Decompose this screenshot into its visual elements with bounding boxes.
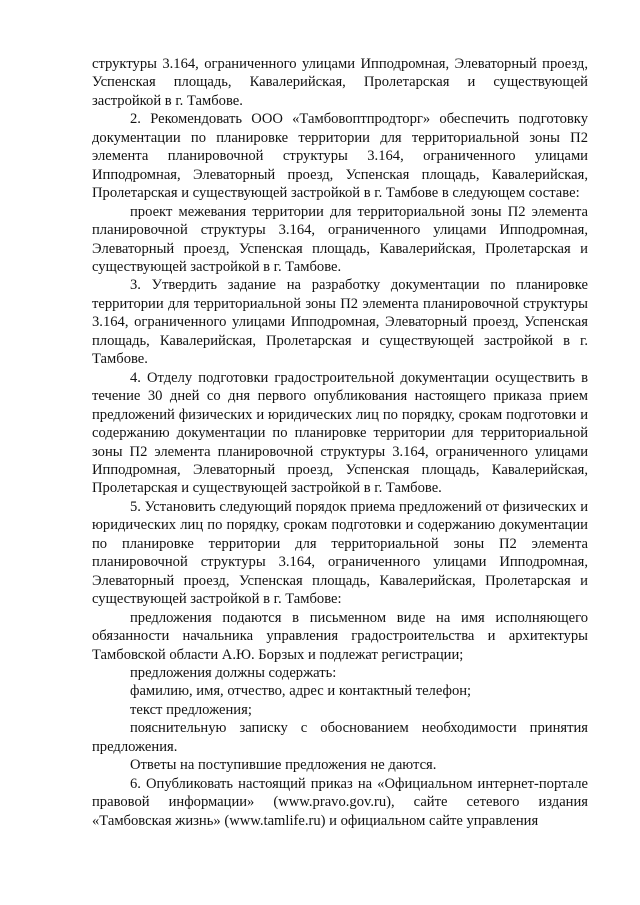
document-body: [92, 55, 588, 830]
paragraph: предложения подаются в письменном виде на имя исполняющего обязанности начальника управления градостроительства и архитектуры Тамбовской области А.Ю. Борзых и подлежат регистрации;: [92, 609, 588, 663]
paragraph: структуры 3.164, ограниченного улицами Ипподромная, Элеваторный проезд, Успенская площадь, Кавалерийская, Пролетарская и существующей застройкой в г. Тамбове.: [92, 56, 588, 109]
paragraph: 4. Отделу подготовки градостроительной документации осуществить в течение 30 дней со дня первого опубликования настоящего приказа прием предложений физических и юридических лиц по порядку, срокам подготовки и содержанию документации по планировке территории для территориальной зоны П2 элемента планировочной структуры 3.164, ограниченного улицами Ипподромная, Элеваторный проезд, Успенская площадь, Кавалерийская, Пролетарская и существующей застройкой в г. Тамбове.: [92, 369, 588, 497]
paragraph: 2. Рекомендовать ООО «Тамбовоптпродторг» обеспечить подготовку документации по планировке территории для территориальной зоны П2 элемента планировочной структуры 3.164, ограниченного улицами Ипподромная, Элеваторный проезд, Успенская площадь, Кавалерийская, Пролетарская и существующей застройкой в г. Тамбове в следующем составе:: [92, 111, 588, 202]
paragraph: 6. Опубликовать настоящий приказ на «Официальном интернет-портале правовой информации» (www.pravo.gov.ru), сайте сетевого издания «Тамбовская жизнь» (www.tamlife.ru) и официальном сайте управления: [92, 775, 588, 829]
paragraph: 5. Установить следующий порядок приема предложений от физических и юридических лиц по порядку, срокам подготовки и содержанию документации по планировке территории для территориальной зоны П2 элемента планировочной структуры 3.164, ограниченного улицами Ипподромная, Элеваторный проезд, Успенская площадь, Кавалерийская, Пролетарская и существующей застройкой в г. Тамбове:: [92, 498, 588, 608]
paragraph: предложения должны содержать:: [130, 664, 337, 681]
paragraph: Ответы на поступившие предложения не даются.: [130, 757, 437, 774]
paragraph: 3. Утвердить задание на разработку документации по планировке территории для территориальной зоны П2 элемента планировочной структуры 3.164, ограниченного улицами Ипподромная, Элеваторный проезд, Успенская площадь, Кавалерийская, Пролетарская и существующей застройкой в г. Тамбове.: [92, 277, 588, 368]
paragraph: текст предложения;: [130, 701, 252, 718]
paragraph: проект межевания территории для территориальной зоны П2 элемента планировочной структуры 3.164, ограниченного улицами Ипподромная, Элеваторный проезд, Успенская площадь, Кавалерийская, Пролетарская и существующей застройкой в г. Тамбове.: [92, 203, 588, 275]
paragraph: пояснительную записку с обоснованием необходимости принятия предложения.: [92, 720, 588, 755]
paragraph: фамилию, имя, отчество, адрес и контактный телефон;: [130, 683, 472, 700]
